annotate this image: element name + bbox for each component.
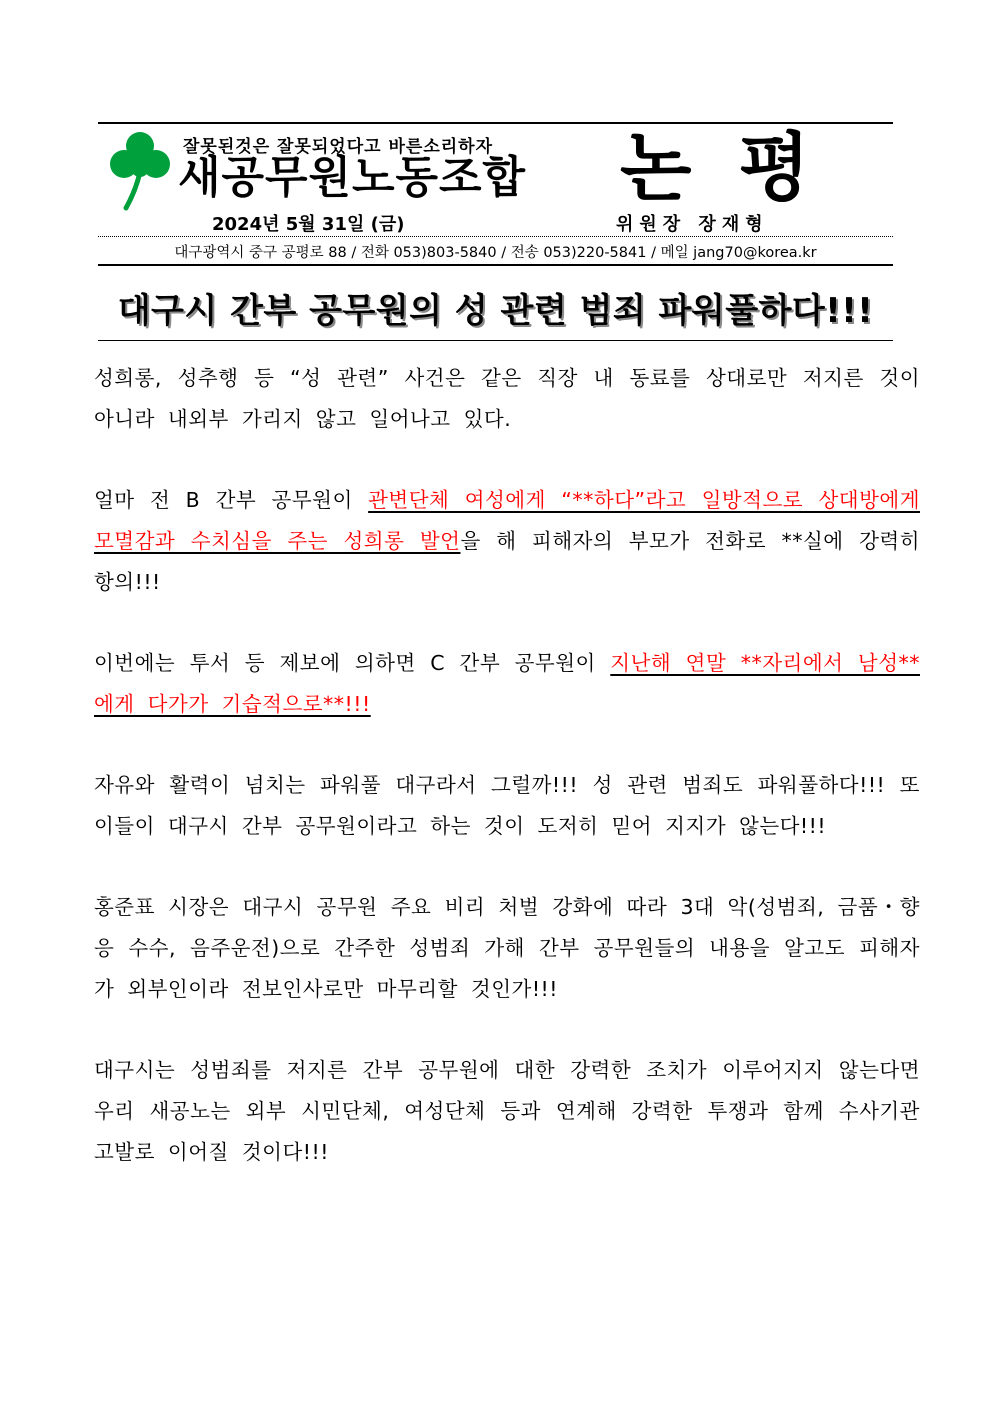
headline-rule [98, 340, 893, 341]
paragraph-2-tail: 을 해 피해자의 부모가 전화로 **실에 강력히 항의!!! [94, 529, 920, 594]
document-header [98, 122, 893, 266]
union-name: 새공무원노동조합 [178, 152, 527, 203]
document-kind-char-1: 논 [620, 125, 692, 211]
paragraph-3-lead: 이번에는 투서 등 제보에 의하면 C 간부 공무원이 [94, 651, 611, 675]
clover-logo-icon [110, 130, 170, 212]
chairperson: 위원장 장재형 [616, 214, 769, 235]
header-bottom-rule [98, 264, 893, 266]
document-kind [620, 126, 810, 210]
contact-address: 대구광역시 중구 공평로 88 / 전화 053)803-5840 / 전송 053)220-5841 / 메일 jang70@korea.kr [174, 245, 817, 261]
paragraph-6: 대구시는 성범죄를 저지른 간부 공무원에 대한 강력한 조치가 이루어지지 않는다면 우리 새공노는 외부 시민단체, 여성단체 등과 연계해 강력한 투쟁과 함께 수사기관 고발로 이어질 것이다!!! [94, 1058, 920, 1164]
headline: 대구시 간부 공무원의 성 관련 범죄 파워풀하다!!! [117, 291, 874, 331]
publish-date: 2024년 5월 31일 (금) [212, 214, 405, 235]
paragraph-2-highlight: 관변단체 여성에게 “**하다”라고 일방적으로 상대방에게 모멸감과 수치심을 주는 성희롱 발언 [94, 488, 920, 553]
paragraph-3 [94, 643, 920, 725]
document-kind-char-2: 평 [738, 125, 810, 211]
union-slogan: 잘못된것은 잘못되었다고 바른소리하자 [183, 137, 494, 157]
paragraph-5: 홍준표 시장은 대구시 공무원 주요 비리 처벌 강화에 따라 3대 악(성범죄, 금품・향응 수수, 음주운전)으로 간주한 성범죄 가해 간부 공무원들의 내용을 알고도 피해자가 외부인이라 전보인사로만 마무리할 것인가!!! [94, 895, 920, 1001]
paragraph-4: 자유와 활력이 넘치는 파워풀 대구라서 그럴까!!! 성 관련 범죄도 파워풀하다!!! 또 이들이 대구시 간부 공무원이라고 하는 것이 도저히 믿어 지지가 않는다!!! [94, 773, 920, 838]
paragraph-2 [94, 480, 920, 603]
paragraph-3-highlight: 지난해 연말 **자리에서 남성**에게 다가가 기습적으로**!!! [94, 651, 921, 716]
header-divider [98, 236, 893, 237]
article-body [94, 358, 920, 1213]
paragraph-2-lead: 얼마 전 B 간부 공무원이 [94, 488, 369, 512]
paragraph-1: 성희롱, 성추행 등 “성 관련” 사건은 같은 직장 내 동료를 상대로만 저지른 것이 아니라 내외부 가리지 않고 일어나고 있다. [94, 366, 920, 431]
